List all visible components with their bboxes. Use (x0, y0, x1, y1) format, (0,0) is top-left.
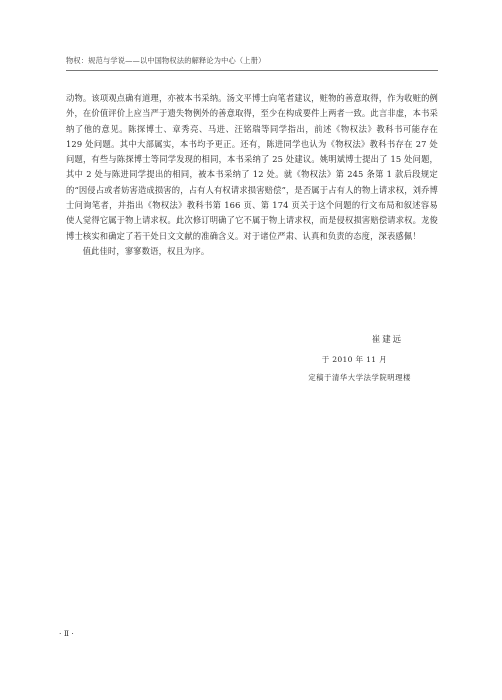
header-rule (66, 70, 438, 71)
page-number: · Ⅱ · (59, 629, 74, 638)
signature-place: 定稿于清华大学法学院明理楼 (308, 373, 411, 382)
body-text (66, 91, 438, 259)
running-header: 物权：规范与学说——以中国物权法的解释论为中心（上册） (66, 56, 266, 65)
signature-date: 于 2010 年 11 月 (321, 355, 387, 364)
author-signature: 崔建远 (371, 334, 403, 344)
paragraph-1: 动物。该项观点确有道理，亦被本书采纳。汤文平博士向笔者建议，赃物的善意取得，作为收赃的例外，在价值评价上应当严于遗失物例外的善意取得，至少在构成要件上两者一致。此言非虚，本书采纳了他的意见。陈探博士、章秀亮、马进、汪铭瑞等同学指出，前述《物权法》教科书可能存在 129 处问题。其中大部属实，本书均予更正。还有，陈进同学也认为《物权法》教科书存在 27 处问题，有些与陈探博士等同学发现的相同，本书采纳了 25 处建议。姚明斌博士提出了 15 处问题，其中 2 处与陈进同学提出的相同，被本书采纳了 12 处。就《物权法》第 245 条第 1 款后段规定的“因侵占或者妨害造成损害的，占有人有权请求损害赔偿”，是否属于占有人的物上请求权，刘乔博士问询笔者，并指出《物权法》教科书第 166 页、第 174 页关于这个问题的行文布局和叙述容易使人觉得它属于物上请求权。此次修订明确了它不属于物上请求权，而是侵权损害赔偿请求权。龙俊博士核实和确定了若干处日文文献的准确含义。对于诸位严肃、认真和负责的态度，深表感佩！ (66, 93, 439, 241)
paragraph-2: 值此佳时，寥寥数语，权且为序。 (82, 245, 210, 256)
